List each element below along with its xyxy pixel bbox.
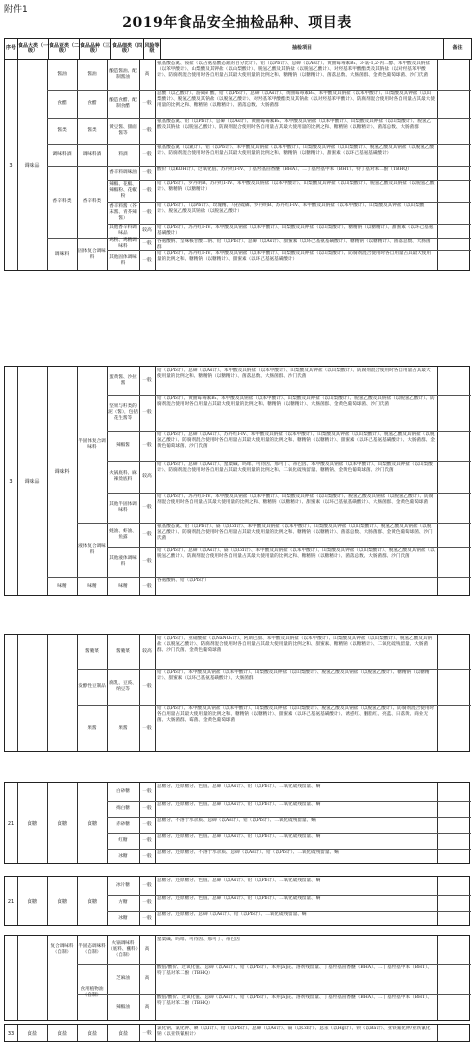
cat4-cell: 腐乳、豆豉、纳豆等 (109, 681, 137, 692)
column-divider (437, 936, 438, 1020)
items-cell: 铅（以Pb计）、苏丹红I-IV、苯甲酸及其钠盐（以苯甲酸计）、山梨酸及其钾盐（以山梨酸计）、防腐剂混合使用时各自用量占其最大使用量的比例之和、糖精钠（以糖精计）、甜蜜素（以环己基氨基磺酸计） (157, 251, 432, 262)
header-cat2: 食品亚类（二级） (49, 39, 80, 59)
header-remark: 备注 (452, 45, 463, 52)
column-divider (17, 936, 18, 1020)
column-divider (17, 635, 18, 751)
column-divider (155, 877, 156, 925)
cat1-cell: 食糖 (26, 821, 37, 827)
level-cell: 高 (144, 1005, 150, 1010)
cat4-cell: 辣椒酱 (116, 443, 130, 448)
column-divider (437, 877, 438, 925)
level-cell: 高 (144, 947, 150, 952)
annex-label: 附件1 (4, 5, 28, 15)
level-cell: 较高 (142, 474, 152, 479)
level-cell: 一般 (142, 101, 152, 106)
cat4-cell: 冰片糖 (116, 883, 130, 888)
cat2-cell: 味精 (57, 584, 67, 589)
header-cat4: 食品细类（四级） (111, 39, 144, 59)
cat4-cell: 其他香辛料调味品 (109, 225, 137, 236)
cat4-cell: 红糖 (118, 838, 128, 843)
table-block-block1 (4, 59, 470, 271)
cat4-cell: 其他半固体调味料 (109, 502, 137, 513)
level-cell: 一般 (142, 532, 152, 537)
cat3-cell: 食醋 (87, 101, 97, 106)
cat4-cell: 果酱 (118, 726, 128, 731)
level-cell: 一般 (142, 128, 152, 133)
table-header (4, 38, 472, 60)
level-cell: 一般 (142, 789, 152, 794)
level-cell: 一般 (142, 505, 152, 510)
items-cell: 氨基酸态氮（以氮计）、铅（以Pb计）、苯甲酸及其钠盐（以苯甲酸计）、山梨酸及其钾盐（以山梨酸计）、脱氢乙酸及其钠盐（以脱氢乙酸计）、防腐剂混合使用时各自用量占其最大使用量的比例之和、糖精钠（以糖精计）、甜蜜素（以环己基氨基磺酸计） (157, 145, 435, 156)
cat2-cell: 调味料 (54, 252, 70, 257)
items-cell: 氯化钠、氯化钾、碘（以I计）、铅（以Pb计）、总砷（以As计）、镉（以Cd计）、总汞（以Hg计）、钡（以Ba计）、亚铁氰化钾/亚铁氰化钠（以亚铁氰根计） (157, 1026, 431, 1037)
cat2-cell: 香辛料类 (52, 199, 72, 204)
cat4-cell: 赤砂糖 (116, 822, 130, 827)
cat1-cell: 食盐 (26, 1031, 37, 1037)
items-cell: 铅（以Pb计）、苯甲酸及其钠盐（以苯甲酸计）、山梨酸及其钾盐（以山梨酸计）、脱氢乙酸及其钠盐（以脱氢乙酸计）、防腐剂混合使用时各自用量占其最大使用量的比例之和、糖精钠（以糖精计）、甜蜜素（以环己基氨基磺酸计）、诱惑红、胭脂红、亮蓝、日落黄、商业无菌、大肠菌群、霉菌、金黄色葡萄球菌 (157, 706, 435, 723)
table-block-block7 (4, 1024, 470, 1042)
level-cell: 一般 (142, 443, 152, 448)
column-divider (155, 367, 156, 595)
level-cell: 一般 (142, 410, 152, 415)
level-cell: 一般 (142, 854, 152, 859)
items-cell: 总糖分、还原糖分、色值、总砷（以As计）、铅（以Pb计）、二氧化硫残留量、螨 (157, 878, 321, 883)
column-divider (437, 1025, 438, 1041)
cat4-cell: 其他液体调味料 (109, 556, 137, 567)
cat3-cell: 液体复合调味料 (78, 544, 106, 555)
cat3-cell: 果酱 (87, 726, 97, 731)
cat4-cell: 坚果与籽类的泥（酱），包括花生酱等 (108, 404, 138, 421)
items-cell: 铅（以Pb计）、罗丹明B、苏丹红I-IV、苯甲酸及其钠盐（以苯甲酸计）、山梨酸及其钾盐（以山梨酸计）、脱氢乙酸及其钠盐（以脱氢乙酸计）、糖精钠（以糖精计） (157, 181, 435, 192)
level-cell: 高 (144, 976, 150, 981)
level-cell: 一般 (142, 838, 152, 843)
column-divider (155, 635, 156, 751)
items-cell: 氨基酸态氮、铅（以Pb计）、镉（以Cd计）、苯甲酸及其钠盐（以苯甲酸计）、山梨酸及其钾盐（以山梨酸计）、脱氢乙酸及其钠盐（以脱氢乙酸计）、防腐剂混合使用时各自用量占其最大使用量的比例之和、糖精钠（以糖精计）、菌落总数、大肠菌群、金黄色葡萄球菌、沙门氏菌 (157, 524, 433, 541)
cat3-cell: 酱类 (87, 128, 97, 133)
cat1-cell: 调味品 (24, 163, 40, 169)
items-cell: 酸价（以KOH计）、过氧化值、苏丹红I-IV、丁基羟基茴香醚（BHA）、二丁基羟基甲苯（BHT）、特丁基对苯二酚（TBHQ） (157, 167, 412, 172)
items-cell: 铅（以Pb计）、（以Pb计）、玫瑰精、马拉硫磷、罗丹明B、苏丹红I-IV、苯甲酸及其钠盐（以苯甲酸计）、山梨酸及其钾盐（以山梨酸计）、脱氢乙酸及其钠盐（以脱氢乙酸计） (157, 203, 425, 214)
items-cell: 谷氨酸钠、铅（以Pb计） (157, 578, 209, 583)
items-cell: 总糖分、还原糖分、色值、总砷（以As计）、铅（以Pb计）、二氧化硫残留量、螨 (157, 834, 321, 839)
cat4-cell: 酿造食醋、配制食醋 (109, 98, 137, 109)
cat4-cell: 食盐 (117, 1031, 128, 1037)
cat2-cell: 调味料 (54, 469, 70, 475)
items-cell: 铅（以Pb计）、苏丹红I-IV、苯甲酸及其钠盐（以苯甲酸计）、山梨酸及其钾盐（以山梨酸计）、糖精钠（以糖精计）、甜蜜素（以环己基氨基磺酸计） (157, 225, 434, 236)
column-divider (155, 936, 156, 1020)
header-items: 抽检项目 (161, 39, 444, 59)
cat3-cell: 食盐 (86, 1031, 97, 1037)
items-cell: 铅（以Pb计）、总砷（以As计）、罂粟碱、吗啡、可待因、那可丁、蒂巴因、苯甲酸及其钠盐（以苯甲酸计）、山梨酸及其钾盐（以山梨酸计）、防腐剂混合使用时各自用量占其最大使用量的比例之和、二氧化硫残留量、糖精钠、金黄色葡萄球菌、沙门氏菌 (157, 462, 433, 473)
level-cell: 一般 (142, 258, 152, 263)
column-divider (155, 1025, 156, 1041)
items-cell: 铅（以Pb计）、苏丹红I-IV、苯甲酸及其钠盐（以苯甲酸计）、山梨酸及其钾盐（以山梨酸计）、脱氢乙酸及其钠盐（以脱氢乙酸计）、防腐剂混合使用时各自用量占其最大使用量的比例之和、糖精钠（以糖精计）、甜蜜素（以环己基氨基磺酸计）、大肠菌群、金黄色葡萄球菌 (157, 494, 434, 505)
items-cell: 总酸（以乙酸计）、游离矿酸、铅（以Pb计）、总砷（以As计）、黄曲霉毒素B₁、苯甲酸及其钠盐（以苯甲酸计）、山梨酸及其钾盐（以山梨酸计）、脱氢乙酸及其钠盐（以脱氢乙酸计）、对羟基苯甲酸酯类及其钠盐（以对羟基苯甲酸计）、防腐剂混合使用时各自用量占其最大使用量的比例之和、糖精钠（以糖精计）、菌落总数、大肠菌群 (157, 91, 435, 108)
items-cell: 总糖分、还原糖分、总砷（以As计）、铅（以Pb计）、二氧化硫残留量、螨 (157, 912, 307, 917)
cat3-cell: 半固体复合调味料 (78, 439, 106, 450)
cat1-cell: 食糖 (26, 899, 37, 905)
cat4-cell: 芝麻油 (116, 976, 130, 981)
cat3-cell: 酱腌菜 (85, 649, 99, 654)
cat3-cell: 香辛料类 (82, 199, 102, 204)
cat4-cell: 冰糖 (118, 854, 128, 859)
items-cell: 氨基酸态氮、铅（以Pb计）、总砷（以As计）、黄曲霉毒素B₁、苯甲酸及其钠盐（以苯甲酸计）、山梨酸及其钾盐（以山梨酸计）、脱氢乙酸及其钠盐（以脱氢乙酸计）、防腐剂混合使用时各自用量占其最大使用量的比例之和、糖精钠（以糖精计）、菌落总数、大肠菌群 (157, 119, 432, 130)
cat3-cell: 调味料酒 (82, 152, 102, 157)
cat4-cell: 味精 (118, 584, 128, 589)
level-cell: 一般 (142, 684, 152, 689)
cat4-cell: 香辛料调味油 (109, 170, 137, 175)
level-cell: 一般 (142, 883, 152, 888)
cat3-cell: 酱油 (87, 72, 97, 77)
cat3-cell: 食糖 (86, 899, 97, 905)
table-block-block2 (4, 366, 470, 596)
cat3-cell: 发酵性豆制品 (78, 684, 106, 689)
cat3-cell: 食用植物油（自制） (80, 987, 104, 998)
cat4-cell: 冰糖 (118, 916, 128, 921)
cat4-cell: 蛋黄酱、沙拉酱 (109, 375, 137, 386)
items-cell: 谷氨酸钠、呈味核苷酸二钠、铅（以Pb计）、总砷（以As计）、甜蜜素（以环己基氨基磺酸计）、糖精钠（以糖精计）、菌落总数、大肠菌群 (157, 239, 431, 249)
items-cell: 总糖分、还原糖分、色值、总砷（以As计）、铅（以Pb计）、二氧化硫残留量、螨 (157, 896, 321, 901)
cat3-cell: 味精 (87, 584, 97, 589)
header-no: 序号 (5, 39, 18, 59)
cat4-cell: 酿造酱油、配制酱油 (109, 69, 137, 80)
items-cell: 总糖分、还原糖分、色值、总砷（以As计）、铅（以Pb计）、二氧化硫残留量、螨 (157, 784, 321, 789)
cat4-cell: 绵白糖 (116, 806, 130, 811)
cat2-cell: 食糖 (56, 821, 67, 827)
column-divider (155, 783, 156, 863)
cat2-cell: 复合调味料（自制） (50, 944, 74, 955)
row-number: 3 (9, 479, 13, 485)
cat2-cell: 食糖 (56, 899, 67, 905)
items-cell: 铅（以Pb计）、黄曲霉毒素B₁、苯甲酸及其钠盐（以苯甲酸计）、山梨酸及其钾盐（以山梨酸计）、脱氢乙酸及其钠盐（以脱氢乙酸计）、防腐剂混合使用时各自用量占其最大使用量的比例之和、糖精钠（以糖精计）、大肠菌群、金黄色葡萄球菌、沙门氏菌 (157, 396, 435, 407)
level-cell: 一般 (142, 241, 152, 246)
cat1-cell: 调味品 (24, 479, 40, 485)
row-number: 33 (7, 1031, 15, 1037)
cat4-cell: 鸡粉、鸡精调味料 (109, 238, 137, 249)
cat4-cell: 其他固体调味料 (109, 255, 137, 266)
items-cell: 总糖分、还原糖分、不溶于水杂质、总砷（以As计）、铅（以Pb计）、二氧化硫残留量、螨 (157, 850, 339, 855)
cat4-cell: 辣椒、花椒、辣椒粉、花椒粉 (109, 182, 137, 199)
cat3-cell: 食糖 (86, 821, 97, 827)
level-cell: 一般 (142, 822, 152, 827)
cat2-cell: 调味料酒 (52, 152, 72, 157)
items-cell: 酸值/酸价、过氧化值、总砷（以As计）、铅（以Pb计）、苯并[a]芘、溶剂残留量、丁基羟基茴香醚（BHA）、二丁基羟基甲苯（BHT）、特丁基对苯二酚（TBHQ） (157, 995, 432, 1006)
level-cell: 一般 (142, 916, 152, 921)
header-cat1: 食品大类（一级） (18, 39, 49, 59)
level-cell: 一般 (142, 210, 152, 215)
level-cell: 较高 (142, 649, 152, 654)
table-block-block5 (4, 876, 470, 926)
items-cell: 罂粟碱、吗啡、可待因、那可丁、蒂巴因 (157, 937, 240, 942)
level-cell: 高 (144, 72, 150, 77)
column-divider (47, 635, 48, 751)
items-cell: 氨基酸态氮、铵盐（以占氨基酸态氮的百分比计）、铅（以Pb计）、总砷（以As计）、黄曲霉毒素B₁、3-氯-1,2-丙二醇、苯甲酸及其钠盐（以苯甲酸计）、山梨酸及其钾盐（以山梨酸计）、脱氢乙酸及其钠盐（以脱氢乙酸计）、对羟基苯甲酸酯类及其钠盐（以对羟基苯甲酸计）、防腐剂混合使用时各自用量占其最大使用量的比例之和、糖精钠（以糖精计）、菌落总数、大肠菌群、金黄色葡萄球菌、沙门氏菌 (157, 61, 430, 78)
page-title: 2019年食品安全抽检品种、项目表 (122, 15, 352, 31)
column-divider (437, 635, 438, 751)
cat2-cell: 酱类 (57, 128, 67, 133)
level-cell: 一般 (142, 378, 152, 383)
table-block-block6 (4, 935, 470, 1021)
cat4-cell: 酱腌菜 (116, 649, 130, 654)
cat3-cell: 固体复合调味料 (78, 249, 106, 260)
items-cell: 铅（以Pb计）、亚硝酸盐（以NaNO₂计）、阿斯巴甜、苯甲酸及其钠盐（以苯甲酸计）、山梨酸及其钾盐（以山梨酸计）、脱氢乙酸及其钠盐（以脱氢乙酸计）、防腐剂混合使用时各自用量占其最大使用量的比例之和、甜蜜素、糖精钠（以糖精计）、二氧化硫残留量、大肠菌群、沙门氏菌、金黄色葡萄球菌 (157, 636, 433, 653)
cat4-cell: 辣椒油 (116, 1005, 130, 1010)
row-number: 3 (9, 163, 13, 169)
cat4-cell: 蚝油、虾油、鱼露 (109, 529, 137, 540)
cat2-cell: 食醋 (57, 101, 67, 106)
table-block-block4 (4, 782, 470, 864)
row-number: 21 (7, 821, 15, 827)
level-cell: 一般 (142, 559, 152, 564)
level-cell: 一般 (142, 152, 152, 157)
cat4-cell: 香辛料酱（芥末酱、青芥辣酱） (109, 204, 137, 221)
header-cat3: 食品品种（三级） (80, 39, 111, 59)
level-cell: 一般 (142, 1031, 152, 1036)
items-cell: 铅（以Pb计）、总砷（以As计）、苏丹红I-IV、苯甲酸及其钠盐（以苯甲酸计）、山梨酸及其钾盐（以山梨酸计）、脱氢乙酸及其钠盐（以脱氢乙酸计）、防腐剂混合使用时各自用量占其最大使用量的比例之和、糖精钠（以糖精计）、甜蜜素（以环己基氨基磺酸计）、大肠菌群、金黄色葡萄球菌、沙门氏菌 (157, 432, 435, 449)
items-cell: 酸值/酸价、过氧化值、总砷（以As计）、铅（以Pb计）、苯并[a]芘、溶剂残留量、丁基羟基茴香醚（BHA）、二丁基羟基甲苯（BHT）、特丁基对苯二酚（TBHQ） (157, 965, 432, 976)
cat4-cell: 方糖 (118, 900, 128, 905)
items-cell: 铅（以Pb计）、总砷（以As计）、苯甲酸及其钠盐（以苯甲酸计）、山梨酸及其钾盐（以山梨酸计）、防腐剂混合使用时各自用量占其最大使用量的比例之和、糖精钠（以糖精计）、菌落总数、大肠菌群、沙门氏菌 (157, 368, 431, 379)
items-cell: 总糖分、不溶于水杂质、总砷（以As计）、铅（以Pb计）、二氧化硫残留量、螨 (157, 818, 316, 823)
level-cell: 一般 (142, 170, 152, 175)
table-block-block3 (4, 634, 470, 752)
cat3-cell: 半固态调味料（自制） (78, 944, 106, 955)
cat4-cell: 火锅调味料（底料、蘸料）（自制） (108, 941, 138, 958)
cat4-cell: 料酒 (118, 152, 128, 157)
cat4-cell: 白砂糖 (116, 789, 130, 794)
cat2-cell: 食盐 (56, 1031, 67, 1037)
level-cell: 一般 (142, 188, 152, 193)
level-cell: 一般 (142, 726, 152, 731)
cat4-cell: 火锅底料、麻辣烫底料 (109, 471, 137, 482)
level-cell: 一般 (142, 806, 152, 811)
row-number: 21 (7, 899, 15, 905)
cat2-cell: 酱油 (57, 72, 67, 77)
level-cell: 一般 (142, 900, 152, 905)
level-cell: 较高 (142, 228, 152, 233)
column-divider (437, 367, 438, 595)
items-cell: 铅（以Pb计）、总砷（以As计）、镉（以Cd计）、苯甲酸及其钠盐（以苯甲酸计）、山梨酸及其钾盐（以山梨酸计）、脱氢乙酸及其钠盐（以脱氢乙酸计）、防腐剂混合使用时各自用量占其最大使用量的比例之和、糖精钠（以糖精计）、菌落总数、大肠菌群、沙门氏菌 (157, 548, 435, 559)
items-cell: 总糖分、还原糖分、色值、总砷（以As计）、铅（以Pb计）、二氧化硫残留量、螨 (157, 802, 321, 807)
cat4-cell: 黄豆酱、甜面酱等 (109, 125, 137, 136)
level-cell: 一般 (142, 584, 152, 589)
header-level: 风险等级 (144, 39, 161, 59)
items-cell: 铅（以Pb计）、苯甲酸及其钠盐（以苯甲酸计）、山梨酸及其钾盐（以山梨酸计）、脱氢乙酸及其钠盐（以脱氢乙酸计）、糖精钠（以糖精计）、甜蜜素（以环己基氨基磺酸计）、大肠菌群 (157, 670, 430, 681)
column-divider (437, 783, 438, 863)
